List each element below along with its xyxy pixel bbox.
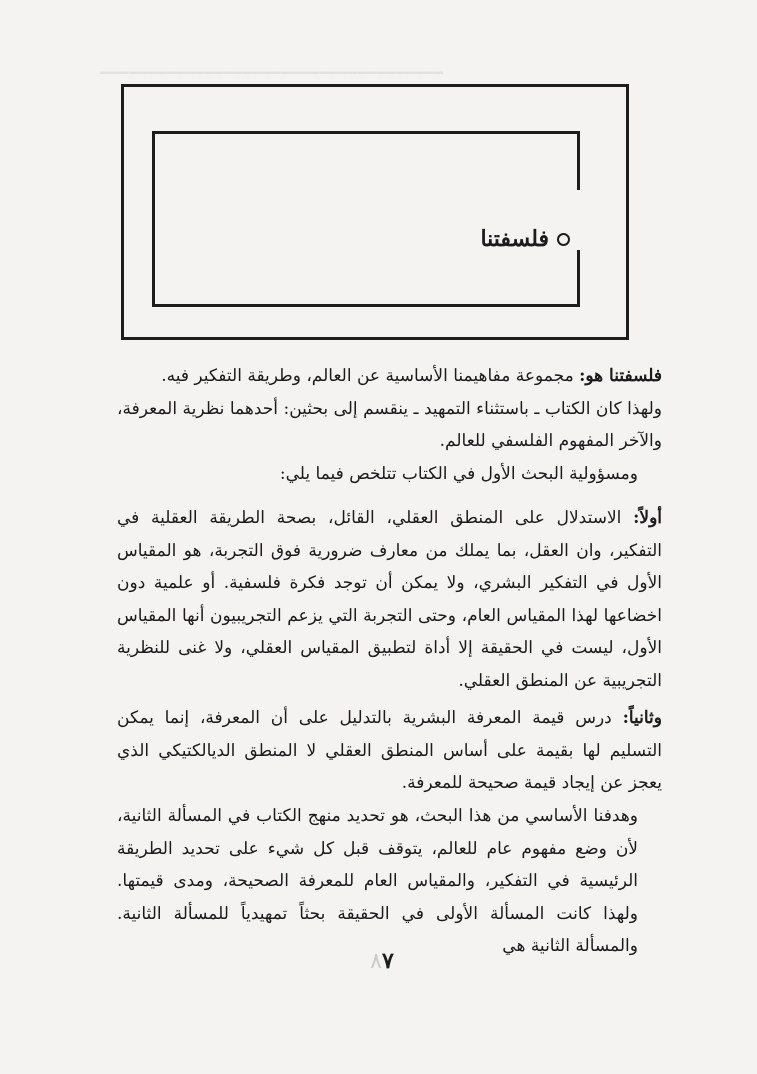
paragraph-lead: وثانياً:	[622, 708, 662, 728]
paragraph-text: مجموعة مفاهيمنا الأساسية عن العالم، وطريقة التفكير فيه.	[161, 366, 580, 386]
paragraph-text: درس قيمة المعرفة البشرية بالتدليل على أن المعرفة، إنما يمكن التسليم لها بقيمة على أساس المنطق العقلي لا المنطق الديالكتيكي الذي يعجز عن إيجاد قيمة صحيحة للمعرفة.	[117, 708, 662, 793]
body-paragraph-2	[117, 458, 662, 491]
chapter-heading	[440, 222, 570, 256]
chapter-frame-gap	[574, 190, 586, 250]
paragraph-text: ومسؤولية البحث الأول في الكتاب تتلخص فيما يلي:	[279, 464, 638, 484]
paragraph-lead: أولاً:	[633, 508, 662, 528]
chapter-title: فلسفتنا	[480, 226, 549, 252]
body-paragraph-1	[117, 360, 662, 458]
body-paragraph-4	[117, 702, 662, 800]
paragraph-lead: فلسفتنا هو:	[579, 366, 662, 386]
page-number	[340, 948, 420, 974]
body-paragraph-5	[117, 800, 662, 963]
paragraph-text: وهدفنا الأساسي من هذا البحث، هو تحديد منهج الكتاب في المسألة الثانية، لأن وضع مفهوم عام للعالم، يتوقف قبل كل شيء على تحديد الطريقة الرئيسية في التفكير، والمقياس العام للمعرفة الصحيحة، ومدى قيمتها. ولهذا كانت المسألة الأولى في الحقيقة بحثاً تمهيدياً للمسألة الثانية. والمسألة الثانية هي	[117, 806, 638, 956]
page-number-value: ٧	[382, 948, 394, 974]
paragraph-text: ولهذا كان الكتاب ـ باستثناء التمهيد ـ ينقسم إلى بحثين: أحدهما نظرية المعرفة، والآخر المفهوم الفلسفي للعالم.	[117, 398, 662, 451]
body-paragraph-3	[117, 502, 662, 697]
chapter-frame-inner	[152, 131, 580, 307]
circle-bullet-icon	[557, 233, 570, 246]
bleed-through-text: ━━━━━━━━━━━━━━━━━━━━━━━━━━━━━━━━━━━━	[100, 64, 444, 82]
page-number-ghost: ٨	[370, 949, 382, 974]
paragraph-text: الاستدلال على المنطق العقلي، القائل، بصحة الطريقة العقلية في التفكير، وان العقل، بما يملك من معارف ضرورية فوق التجربة، هو المقياس الأول في التفكير البشري، ولا يمكن أن توجد فكرة فلسفية. أو علمية دون اخضاعها لهذا المقياس العام، وحتى التجربة التي يزعم التجريبيون أنها المقياس الأول، ليست في الحقيقة إلا أداة لتطبيق المقياس العقلي، ولا غنى للنظرية التجريبية عن المنطق العقلي.	[117, 508, 662, 691]
